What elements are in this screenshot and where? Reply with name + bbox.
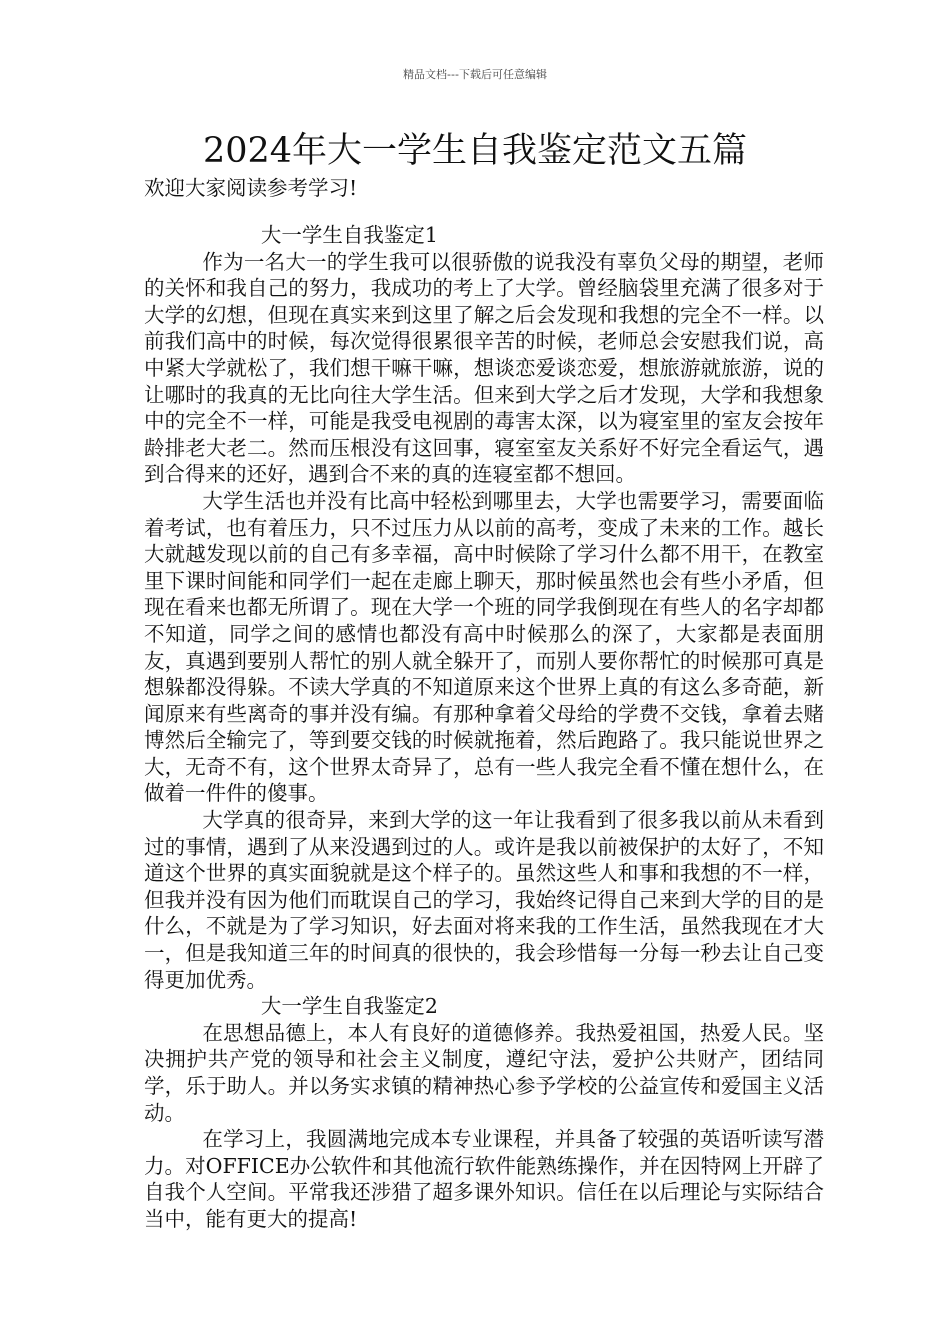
header-note: 精品文档---下载后可任意编辑 — [403, 68, 547, 81]
paragraph: 大学生活也并没有比高中轻松到哪里去，大学也需要学习，需要面临着考试，也有着压力，只不过压力从以前的高考，变成了未来的工作。越长大就越发现以前的自己有多幸福，高中时候除了学习什么都不用干，在教室里下课时间能和同学们一起在走廊上聊天，那时候虽然也会有些小矛盾，但现在看来也都无所谓了。现在大学一个班的同学我倒现在有些人的名字却都不知道，同学之间的感情也都没有高中时候那么的深了，大家都是表面朋友，真遇到要别人帮忙的别人就全躲开了，而别人要你帮忙的时候那可真是想躲都没得躲。不读大学真的不知道原来这个世界上真的有这么多奇葩，新闻原来有些离奇的事并没有编。有那种拿着父母给的学费不交钱，拿着去赌博然后全输完了，等到要交钱的时候就拖着，然后跑路了。我只能说世界之大，无奇不有，这个世界太奇异了，总有一些人我完全看不懂在想什么，在做着一件件的傻事。 — [144, 488, 824, 806]
paragraph: 在思想品德上，本人有良好的道德修养。我热爱祖国，热爱人民。坚决拥护共产党的领导和社会主义制度，遵纪守法，爱护公共财产，团结同学，乐于助人。并以务实求镇的精神热心参予学校的公益宣传和爱国主义活动。 — [144, 1020, 824, 1125]
section-heading: 大一学生自我鉴定1 — [260, 223, 438, 247]
intro-text: 欢迎大家阅读参考学习! — [144, 176, 358, 200]
section-heading: 大一学生自我鉴定2 — [260, 994, 438, 1019]
paragraph: 作为一名大一的学生我可以很骄傲的说我没有辜负父母的期望，老师的关怀和我自己的努力，我成功的考上了大学。曾经脑袋里充满了很多对于大学的幻想，但现在真实来到这里了解之后会发现和我想的完全不一样。以前我们高中的时候，每次觉得很累很辛苦的时候，老师总会安慰我们说，高中紧大学就松了，我们想干嘛干嘛，想谈恋爱谈恋爱，想旅游就旅游，说的让哪时的我真的无比向往大学生活。但来到大学之后才发现，大学和我想象中的完全不一样，可能是我受电视剧的毒害太深，以为寝室里的室友会按年龄排老大老二。然而压根没有这回事，寝室室友关系好不好完全看运气，遇到合得来的还好，遇到合不来的真的连寝室都不想回。 — [144, 249, 824, 487]
document-body — [144, 222, 824, 1233]
paragraph: 大学真的很奇异，来到大学的这一年让我看到了很多我以前从未看到过的事情，遇到了从来没遇到过的人。或许是我以前被保护的太好了，不知道这个世界的真实面貌就是这个样子的。虽然这些人和事和我想的不一样，但我并没有因为他们而耽误自己的学习，我始终记得自己来到大学的目的是什么，不就是为了学习知识，好去面对将来我的工作生活，虽然我现在才大一，但是我知道三年的时间真的很快的，我会珍惜每一分每一秒去让自己变得更加优秀。 — [144, 808, 824, 992]
paragraph: 在学习上，我圆满地完成本专业课程，并具备了较强的英语听读写潜力。对OFFICE办公软件和其他流行软件能熟练操作，并在因特网上开辟了自我个人空间。平常我还涉猎了超多课外知识。信任在以后理论与实际结合当中，能有更大的提高! — [144, 1127, 824, 1231]
document-title: 2024年大一学生自我鉴定范文五篇 — [202, 131, 748, 171]
